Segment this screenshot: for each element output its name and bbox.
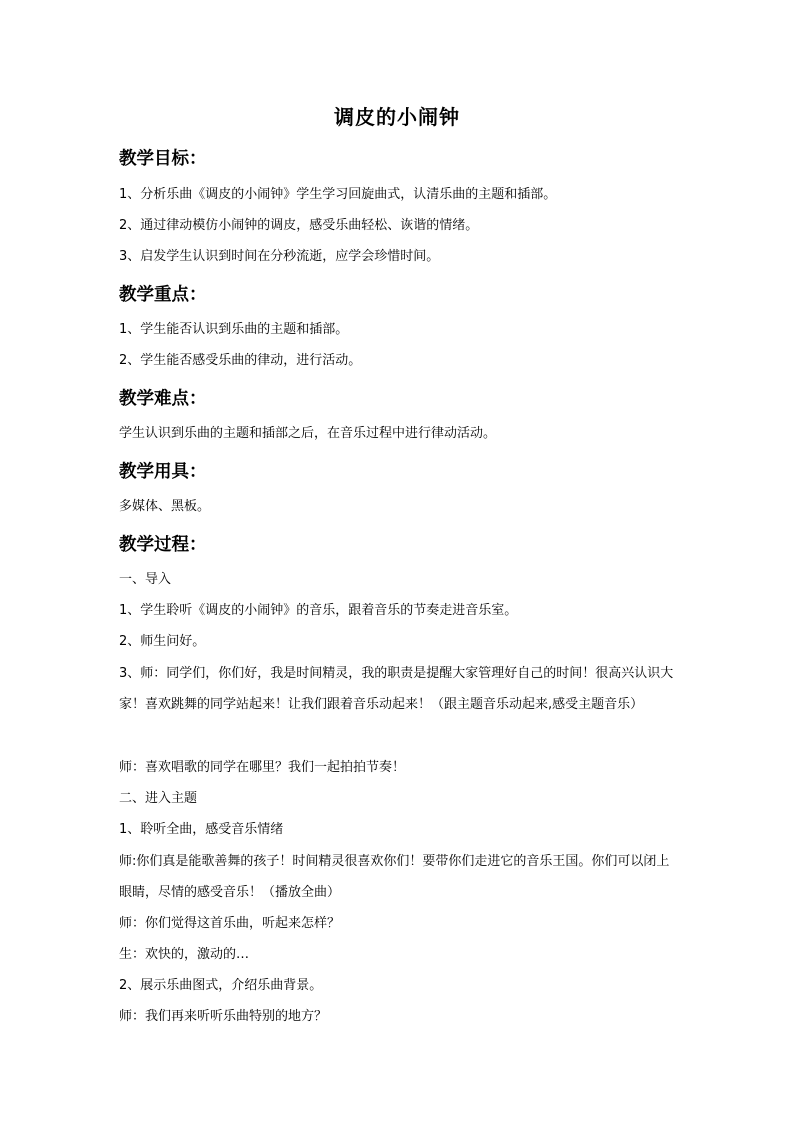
key-point-item-2: 2、学生能否感受乐曲的律动，进行活动。 (119, 353, 362, 368)
process-line-3: 2、师生问好。 (119, 634, 206, 649)
process-line-12: 师：我们再来听听乐曲特别的地方？ (119, 1009, 328, 1024)
document-title: 调皮的小闹钟 (334, 105, 460, 129)
process-line-10: 生：欢快的，激动的… (119, 947, 250, 962)
process-line-7: 1、聆听全曲，感受音乐情绪 (119, 822, 284, 837)
materials-item-1: 多媒体、黑板。 (119, 499, 211, 514)
difficulty-item-1: 学生认识到乐曲的主题和插部之后，在音乐过程中进行律动活动。 (119, 426, 497, 441)
process-line-2: 1、学生聆听《调皮的小闹钟》的音乐，跟着音乐的节奏走进音乐室。 (119, 603, 518, 618)
process-paragraph-4: 3、师：同学们，你们好，我是时间精灵，我的职责是提醒大家管理好自己的时间！很高兴认识大家！喜欢跳舞的同学站起来！让我们跟着音乐动起来！（跟主题音乐动起来,感受主题音乐） (119, 666, 674, 712)
section-heading-goals: 教学目标： (119, 149, 207, 169)
goal-item-1: 1、分析乐曲《调皮的小闹钟》学生学习回旋曲式，认清乐曲的主题和插部。 (119, 187, 557, 202)
section-heading-process: 教学过程： (119, 535, 207, 555)
process-line-6: 二、进入主题 (119, 791, 198, 806)
process-line-11: 2、展示乐曲图式，介绍乐曲背景。 (119, 978, 323, 993)
process-line-9: 师：你们觉得这首乐曲，听起来怎样？ (119, 916, 341, 931)
process-line-5: 师：喜欢唱歌的同学在哪里？我们一起拍拍节奏！ (119, 760, 406, 775)
goal-item-2: 2、通过律动模仿小闹钟的调皮，感受乐曲轻松、诙谐的情绪。 (119, 218, 479, 233)
goal-item-3: 3、启发学生认识到时间在分秒流逝，应学会珍惜时间。 (119, 249, 440, 264)
section-heading-difficulties: 教学难点： (119, 389, 207, 409)
process-paragraph-8: 师:你们真是能歌善舞的孩子！时间精灵很喜欢你们！要带你们走进它的音乐王国。你们可以闭上眼睛，尽情的感受音乐！（播放全曲） (119, 854, 670, 900)
process-line-1: 一、导入 (119, 572, 172, 587)
section-heading-key-points: 教学重点： (119, 285, 207, 305)
key-point-item-1: 1、学生能否认识到乐曲的主题和插部。 (119, 322, 349, 337)
section-heading-materials: 教学用具： (119, 462, 207, 482)
